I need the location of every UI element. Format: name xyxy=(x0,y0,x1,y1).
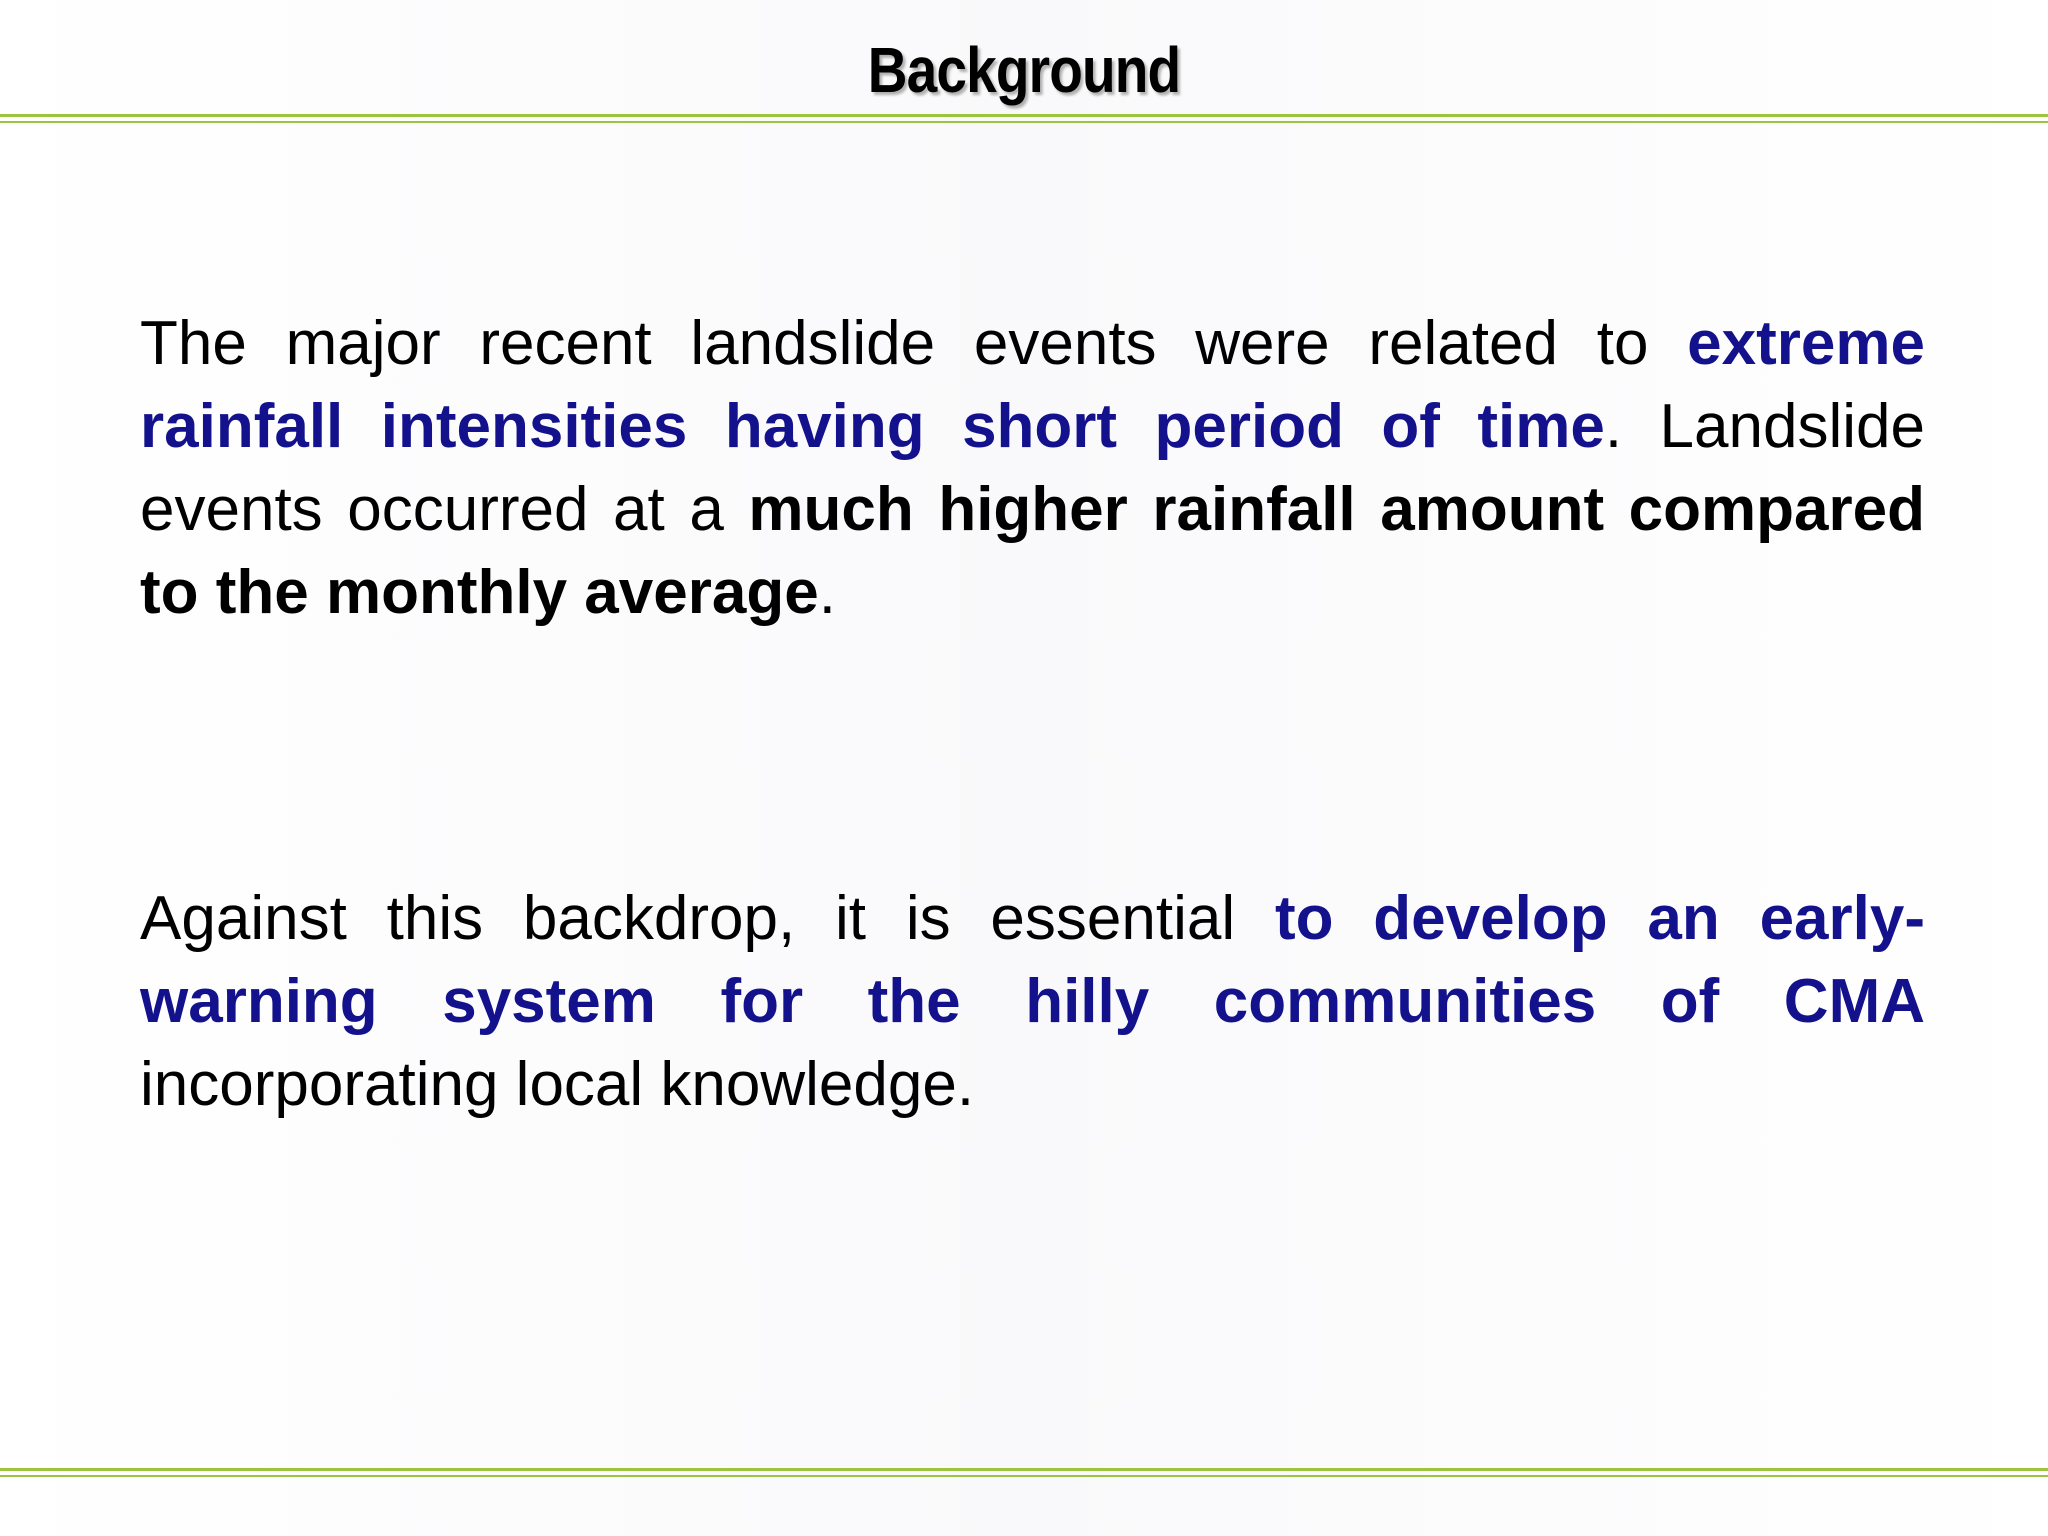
footer-divider xyxy=(0,1468,2048,1478)
footer-divider-thick-line xyxy=(0,1468,2048,1471)
paragraph-2-intro: Against this backdrop, it is essential xyxy=(140,884,1275,953)
paragraph-2-end: incorporating local knowledge. xyxy=(140,1050,975,1119)
paragraph-1-emphasis-amount: much higher rainfall amount compared to the monthly average xyxy=(140,475,1926,627)
paragraph-1-intro: The major recent landslide events were related to xyxy=(140,309,1688,378)
paragraph-landslide-events xyxy=(140,302,1925,634)
paragraph-1-middle: . Landslide events occurred at a xyxy=(140,392,1925,544)
paragraph-1-emphasis-rainfall: extreme rainfall intensities having short period of time xyxy=(140,309,1925,461)
title-divider-thick-line xyxy=(0,114,2048,117)
title-divider-thin-line xyxy=(0,121,2048,123)
title-divider xyxy=(0,114,2048,124)
paragraph-1-end: . xyxy=(818,558,836,627)
paragraph-2-emphasis-system: to develop an early-warning system for the hilly communities of CMA xyxy=(140,884,1926,1036)
paragraph-early-warning xyxy=(140,877,1925,1126)
footer-divider-thin-line xyxy=(0,1475,2048,1477)
slide-title: Background xyxy=(867,34,1181,106)
